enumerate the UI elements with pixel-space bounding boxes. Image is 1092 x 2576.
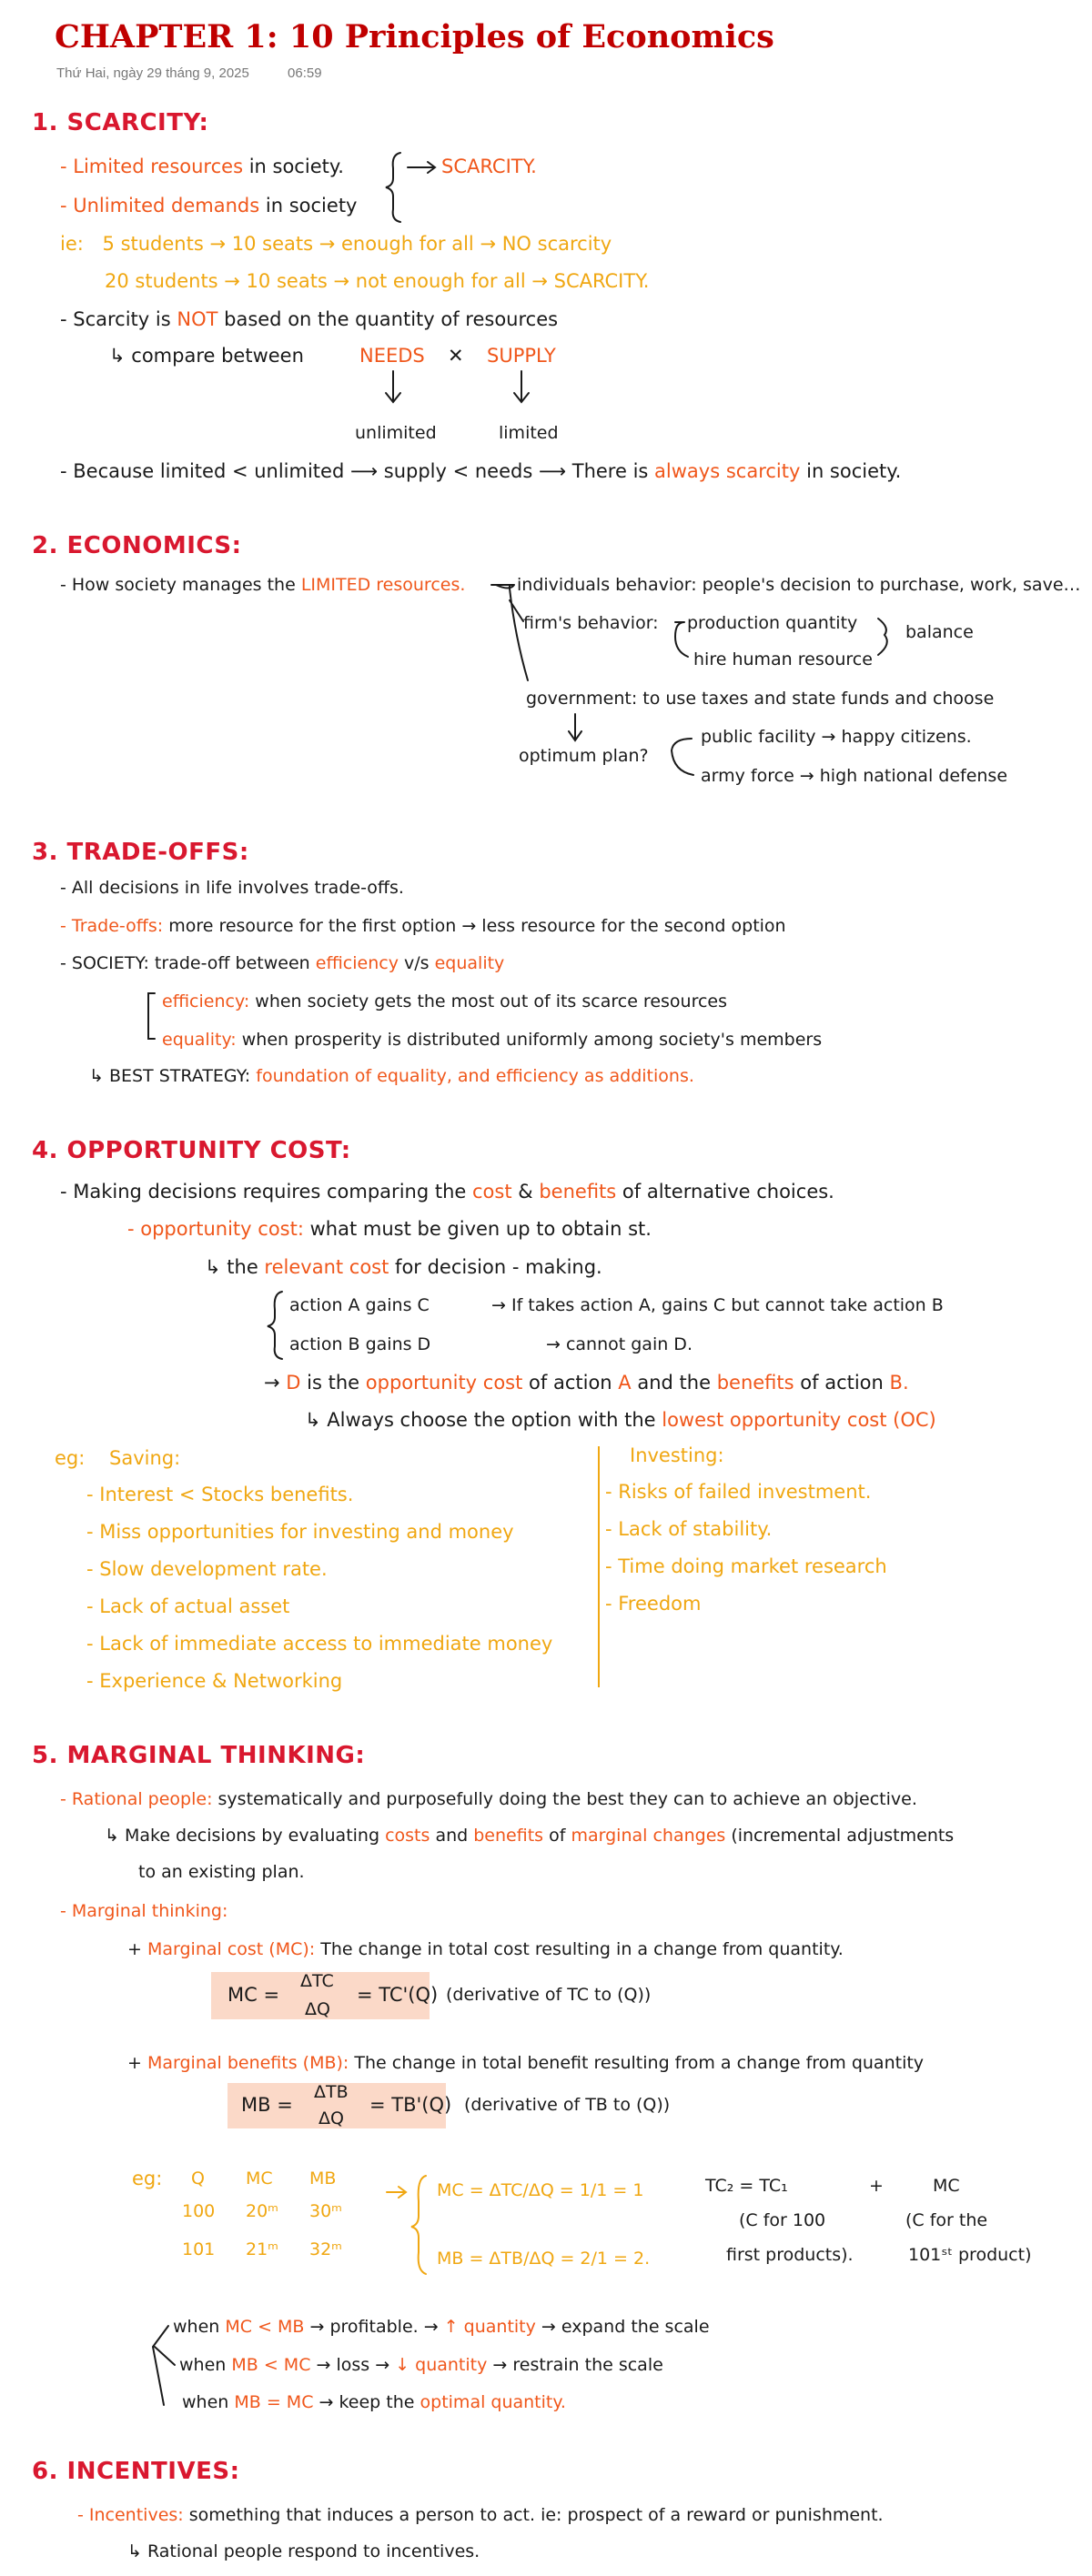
s1-line-limited bbox=[60, 155, 344, 178]
text: & bbox=[518, 1181, 533, 1202]
brace-actions bbox=[268, 1292, 282, 1359]
s4-investing-title: Investing: bbox=[630, 1444, 724, 1466]
text: + bbox=[127, 1939, 142, 1959]
s4-action-b-result: → cannot gain D. bbox=[546, 1334, 693, 1354]
text: v/s bbox=[404, 953, 430, 973]
arrow-gov-down bbox=[569, 714, 581, 740]
text-unlimited: unlimited bbox=[355, 423, 437, 443]
text: + bbox=[127, 2053, 142, 2073]
text-relevant-cost: relevant cost bbox=[264, 1256, 389, 1278]
text: when bbox=[173, 2317, 220, 2337]
s4-line-relevant bbox=[205, 1255, 602, 1279]
s5-marginal-thinking: - Marginal thinking: bbox=[60, 1901, 228, 1921]
saving-item: - Slow development rate. bbox=[86, 1558, 328, 1580]
text-opportunity-cost: opportunity cost bbox=[365, 1372, 523, 1394]
text: The change in total benefit resulting from a change from quantity bbox=[354, 2053, 925, 2073]
column-divider bbox=[598, 1446, 600, 1687]
heading-marginal-thinking: 5. MARGINAL THINKING: bbox=[32, 1742, 366, 1769]
text: of alternative choices. bbox=[622, 1181, 834, 1202]
text-benefits: benefits bbox=[716, 1372, 794, 1394]
text: in society. bbox=[806, 460, 902, 482]
text-costs: costs bbox=[385, 1826, 430, 1846]
mc-word: MC bbox=[933, 2176, 960, 2196]
table-cell: 21ᵐ bbox=[246, 2239, 279, 2259]
branch-gov bbox=[672, 739, 693, 775]
text-always-scarcity: always scarcity bbox=[654, 460, 801, 482]
investing-item: - Risks of failed investment. bbox=[605, 1481, 872, 1503]
investing-item: - Lack of stability. bbox=[605, 1518, 773, 1540]
mb-formula-rhs: = TB'(Q) bbox=[369, 2094, 452, 2116]
text-limited-resources: LIMITED resources. bbox=[300, 575, 466, 595]
branch-economics bbox=[491, 585, 528, 680]
s1-example-2: 20 students → 10 seats → not enough for all → SCARCITY. bbox=[105, 270, 650, 292]
plus-sign: + bbox=[869, 2176, 884, 2196]
s4-eg-label: eg: bbox=[55, 1447, 86, 1469]
table-cell: 32ᵐ bbox=[309, 2239, 343, 2259]
text: ↳ BEST STRATEGY: bbox=[89, 1066, 251, 1086]
investing-item: - Freedom bbox=[605, 1593, 702, 1615]
s1-line-unlimited bbox=[60, 194, 357, 217]
table-header-q: Q bbox=[191, 2168, 205, 2189]
branch-rules bbox=[153, 2326, 175, 2405]
s3-line-equality bbox=[162, 1028, 822, 1052]
example-mb: MB = ΔTB/ΔQ = 2/1 = 2. bbox=[437, 2249, 651, 2269]
text: and the bbox=[637, 1372, 712, 1394]
table-cell: 100 bbox=[182, 2201, 216, 2221]
text-limited: limited bbox=[499, 423, 559, 443]
text-cost: cost bbox=[472, 1181, 512, 1202]
text-unlimited-demands: - Unlimited demands bbox=[60, 195, 260, 216]
arrow-scarcity bbox=[408, 162, 435, 173]
text-equality: equality: bbox=[162, 1030, 237, 1050]
s4-action-b: action B gains D bbox=[289, 1334, 431, 1354]
rule-mb-less-mc bbox=[179, 2353, 663, 2377]
s1-line-compare: ↳ compare between bbox=[109, 345, 304, 367]
text: (incremental adjustments bbox=[731, 1826, 955, 1846]
table-cell: 101 bbox=[182, 2239, 216, 2259]
text-lowest-oc: lowest opportunity cost (OC) bbox=[662, 1409, 936, 1431]
tc-equation: TC₂ = TC₁ bbox=[705, 2176, 788, 2196]
saving-item: - Experience & Networking bbox=[86, 1670, 343, 1692]
s4-action-a-result: → If takes action A, gains C but cannot take action B bbox=[491, 1295, 944, 1315]
table-cell: 20ᵐ bbox=[246, 2201, 279, 2221]
text-benefits: benefits bbox=[539, 1181, 617, 1202]
text: ↳ the bbox=[205, 1256, 258, 1278]
text-equality: equality bbox=[434, 953, 505, 973]
mc-formula-denominator: ΔQ bbox=[305, 1999, 330, 2019]
text: ↓ quantity bbox=[395, 2355, 488, 2375]
heading-trade-offs: 3. TRADE-OFFS: bbox=[32, 839, 249, 866]
text-not: NOT bbox=[177, 308, 218, 330]
text: of action bbox=[529, 1372, 612, 1394]
eg-label: ie: bbox=[60, 233, 84, 255]
text: ↑ quantity bbox=[443, 2317, 536, 2337]
text-efficiency: efficiency: bbox=[162, 991, 250, 1011]
text-supply: SUPPLY bbox=[487, 345, 556, 367]
text-rational-people: - Rational people: bbox=[60, 1789, 213, 1809]
table-header-mb: MB bbox=[309, 2168, 337, 2189]
s2-optimum: optimum plan? bbox=[519, 746, 649, 766]
mb-formula-note: (derivative of TB to (Q)) bbox=[464, 2095, 671, 2115]
text: - Because limited < unlimited ⟶ supply < needs ⟶ There is bbox=[60, 460, 649, 482]
heading-economics: 2. ECONOMICS: bbox=[32, 532, 242, 559]
text: - How society manages the bbox=[60, 575, 296, 595]
s3-line-society bbox=[60, 951, 504, 975]
saving-item: - Miss opportunities for investing and money bbox=[86, 1521, 514, 1543]
s3-line-strategy bbox=[89, 1064, 694, 1088]
page-meta bbox=[56, 65, 357, 81]
saving-item: - Interest < Stocks benefits. bbox=[86, 1484, 354, 1505]
bracket-equality bbox=[148, 993, 155, 1039]
mb-formula-lhs: MB = bbox=[241, 2094, 293, 2116]
text: systematically and purposefully doing the best they can to achieve an objective. bbox=[217, 1789, 917, 1809]
s5-line-make-decisions bbox=[105, 1824, 954, 1847]
s1-example-1 bbox=[60, 232, 612, 256]
text: → expand the scale bbox=[541, 2317, 710, 2337]
text: → bbox=[264, 1372, 280, 1394]
s4-line-oc-def bbox=[127, 1217, 652, 1241]
investing-item: - Time doing market research bbox=[605, 1555, 887, 1577]
table-header-mc: MC bbox=[246, 2168, 273, 2189]
s2-line-manage bbox=[60, 573, 465, 597]
text: ↳ Make decisions by evaluating bbox=[105, 1826, 380, 1846]
text: and bbox=[435, 1826, 469, 1846]
s3-line-tradeoffs bbox=[60, 914, 786, 938]
s2-individuals: individuals behavior: people's decision to purchase, work, save… bbox=[517, 575, 1081, 595]
text: for decision - making. bbox=[395, 1256, 602, 1278]
text: 5 students → 10 seats → enough for all → NO scarcity bbox=[102, 233, 612, 255]
s5-line-rational bbox=[60, 1787, 917, 1811]
s5-eg-label: eg: bbox=[132, 2168, 163, 2189]
s1-line-because bbox=[60, 459, 901, 483]
mc-note-2: 101ˢᵗ product) bbox=[908, 2245, 1032, 2265]
text: something that induces a person to act. ie: prospect of a reward or punishment. bbox=[188, 2505, 884, 2525]
text: → loss → bbox=[316, 2355, 390, 2375]
text-b: B. bbox=[889, 1372, 909, 1394]
text: in society bbox=[265, 195, 358, 216]
s2-hire: hire human resource bbox=[693, 649, 873, 669]
text: ↳ Always choose the option with the bbox=[305, 1409, 656, 1431]
example-mc: MC = ΔTC/ΔQ = 1/1 = 1 bbox=[437, 2180, 644, 2200]
text-a: A bbox=[618, 1372, 632, 1394]
s2-firm: firm's behavior: bbox=[523, 613, 659, 633]
text: when bbox=[182, 2392, 229, 2412]
text: The change in total cost resulting in a change from quantity. bbox=[320, 1939, 844, 1959]
mb-formula-denominator: ΔQ bbox=[318, 2108, 344, 2128]
text-limited-resources: - Limited resources bbox=[60, 156, 244, 177]
s4-line-decisions bbox=[60, 1180, 834, 1203]
page-title: CHAPTER 1: 10 Principles of Economics bbox=[55, 18, 774, 55]
text: when prosperity is distributed uniformly among society's members bbox=[241, 1030, 823, 1050]
text: more resource for the first option → less resource for the second option bbox=[168, 916, 786, 936]
s5-line-mc bbox=[127, 1937, 844, 1961]
text: what must be given up to obtain st. bbox=[309, 1218, 652, 1240]
s1-scarcity-result: SCARCITY. bbox=[441, 156, 537, 177]
s5-line-mb bbox=[127, 2051, 924, 2075]
text: MC < MB bbox=[225, 2317, 305, 2337]
s2-government: government: to use taxes and state funds and choose bbox=[526, 689, 995, 709]
s5-line-existing: to an existing plan. bbox=[138, 1862, 305, 1882]
mc-formula-rhs: = TC'(Q) bbox=[357, 1984, 439, 2006]
tc-note-1: (C for 100 bbox=[739, 2210, 826, 2230]
cross-symbol: ✕ bbox=[448, 345, 464, 367]
text-trade-offs: - Trade-offs: bbox=[60, 916, 164, 936]
text: - SOCIETY: trade-off between bbox=[60, 953, 310, 973]
s4-action-a: action A gains C bbox=[289, 1295, 430, 1315]
text-opportunity-cost: - opportunity cost: bbox=[127, 1218, 304, 1240]
mc-formula-lhs: MC = bbox=[228, 1984, 280, 2006]
s2-balance: balance bbox=[905, 622, 974, 642]
text: → restrain the scale bbox=[492, 2355, 663, 2375]
s4-line-conclusion bbox=[264, 1371, 909, 1394]
text: when bbox=[179, 2355, 227, 2375]
mc-note-1: (C for the bbox=[905, 2210, 988, 2230]
arrow-example bbox=[387, 2187, 406, 2198]
text-marginal-cost: Marginal cost (MC): bbox=[147, 1939, 316, 1959]
s3-line-efficiency bbox=[162, 990, 727, 1013]
page-date: Thứ Hai, ngày 29 tháng 9, 2025 bbox=[56, 65, 249, 81]
text-incentives: - Incentives: bbox=[77, 2505, 184, 2525]
mb-formula-numerator: ΔTB bbox=[314, 2082, 349, 2102]
mc-formula-note: (derivative of TC to (Q)) bbox=[446, 1985, 652, 2005]
text: MB < MC bbox=[231, 2355, 311, 2375]
table-cell: 30ᵐ bbox=[309, 2201, 343, 2221]
s6-line-rational: ↳ Rational people respond to incentives. bbox=[127, 2541, 480, 2561]
rule-mb-equals-mc bbox=[182, 2390, 566, 2414]
s3-line-all: - All decisions in life involves trade-offs. bbox=[60, 878, 404, 898]
rule-mc-less-mb bbox=[173, 2315, 710, 2339]
page-time: 06:59 bbox=[288, 65, 322, 81]
s2-public: public facility → happy citizens. bbox=[701, 727, 972, 747]
text: in society. bbox=[248, 156, 344, 177]
text: when society gets the most out of its scarce resources bbox=[255, 991, 727, 1011]
text-benefits: benefits bbox=[473, 1826, 544, 1846]
text: of action bbox=[800, 1372, 884, 1394]
text: - Scarcity is bbox=[60, 308, 171, 330]
brace-example bbox=[411, 2176, 426, 2274]
text: → keep the bbox=[318, 2392, 415, 2412]
heading-opportunity-cost: 4. OPPORTUNITY COST: bbox=[32, 1137, 351, 1164]
heading-incentives: 6. INCENTIVES: bbox=[32, 2458, 240, 2485]
s2-production: production quantity bbox=[687, 613, 858, 633]
saving-item: - Lack of actual asset bbox=[86, 1595, 290, 1617]
text: based on the quantity of resources bbox=[224, 308, 559, 330]
s4-line-always bbox=[305, 1408, 936, 1432]
text: is the bbox=[307, 1372, 360, 1394]
s4-saving-title: Saving: bbox=[109, 1447, 181, 1469]
saving-item: - Lack of immediate access to immediate money bbox=[86, 1633, 553, 1655]
text-d: D bbox=[286, 1372, 301, 1394]
brace-balance bbox=[878, 619, 887, 655]
mc-formula-numerator: ΔTC bbox=[300, 1971, 334, 1991]
arrow-supply-down bbox=[514, 371, 529, 402]
text-efficiency: efficiency bbox=[315, 953, 399, 973]
branch-firm bbox=[675, 622, 688, 657]
text-strategy: foundation of equality, and efficiency as additions. bbox=[256, 1066, 694, 1086]
s6-line-incentives bbox=[77, 2503, 884, 2527]
brace-scarcity bbox=[386, 153, 400, 222]
text: - Making decisions requires comparing the bbox=[60, 1181, 467, 1202]
s1-line-not-based bbox=[60, 307, 558, 331]
heading-scarcity: 1. SCARCITY: bbox=[32, 109, 209, 136]
s2-army: army force → high national defense bbox=[701, 766, 1008, 786]
text-marginal-changes: marginal changes bbox=[571, 1826, 726, 1846]
tc-note-2: first products). bbox=[726, 2245, 854, 2265]
text-needs: NEEDS bbox=[359, 345, 425, 367]
text: → profitable. → bbox=[309, 2317, 439, 2337]
arrow-needs-down bbox=[386, 371, 400, 402]
text: optimal quantity. bbox=[420, 2392, 566, 2412]
text: of bbox=[549, 1826, 566, 1846]
text-marginal-benefits: Marginal benefits (MB): bbox=[147, 2053, 349, 2073]
text: MB = MC bbox=[234, 2392, 314, 2412]
